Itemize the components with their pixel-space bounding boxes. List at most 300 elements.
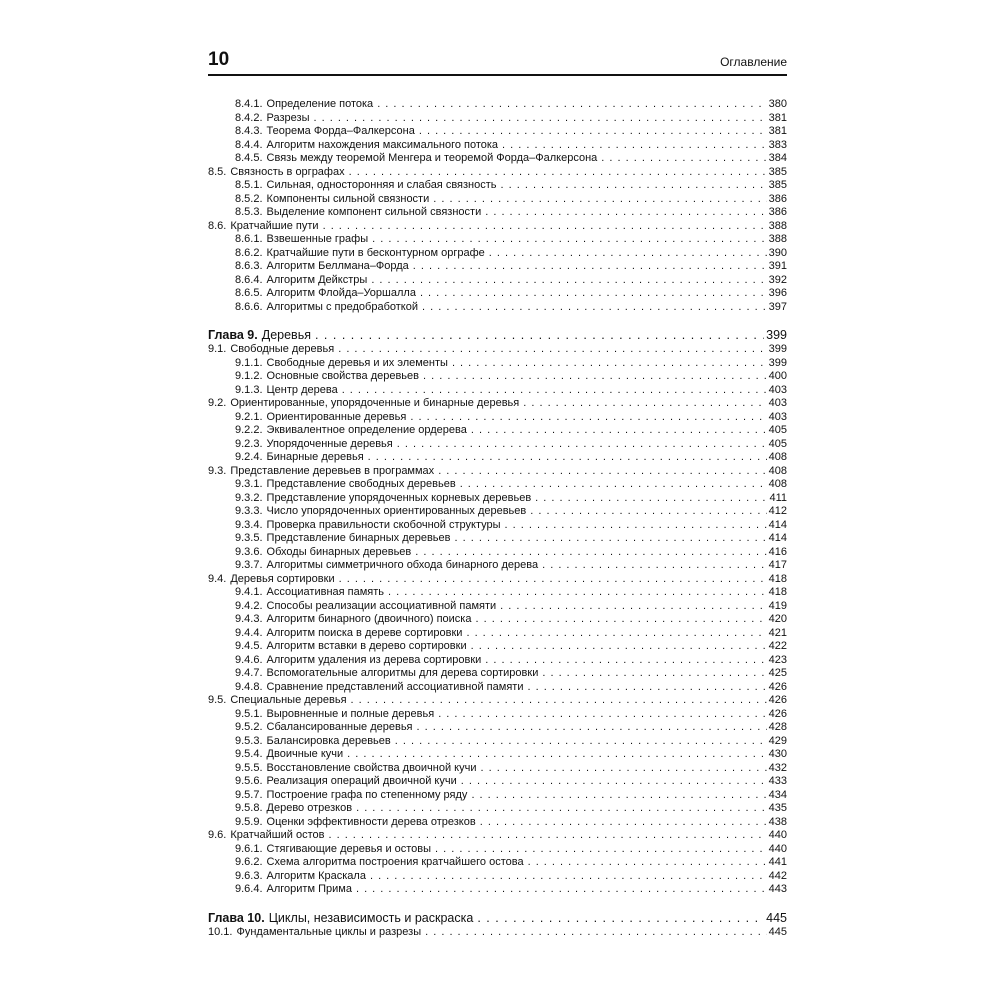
toc-leader-dots [368, 451, 767, 465]
toc-entry-title: Кратчайшие пути в бесконтурном орграфе [266, 246, 485, 259]
toc-entry-number: 9.6.2. [235, 856, 263, 868]
toc-chapter-heading[interactable] [208, 910, 787, 926]
toc-entry-page: 429 [768, 734, 787, 747]
toc-entry-title: Вспомогательные алгоритмы для дерева сортировки [266, 667, 539, 679]
toc-subsection-item[interactable] [208, 762, 787, 776]
toc-entry-number: 8.4.5. [235, 152, 263, 164]
toc-entry-page: 445 [768, 925, 787, 938]
toc-entry-title: Представление упорядоченных корневых деревьев [266, 491, 532, 504]
toc-section-item[interactable] [208, 166, 787, 180]
toc-entry-title: Ассоциативная память [266, 586, 385, 598]
toc-entry-number: 9.4.7. [235, 667, 263, 679]
toc-entry-number: 9.3. [208, 464, 227, 477]
toc-entry-title: Кратчайшие пути [230, 219, 319, 232]
toc-entry-number: 8.5.3. [235, 206, 263, 218]
toc-entry-number: 9.5.2. [235, 721, 263, 733]
toc-entry-number: 9.2.1. [235, 410, 263, 423]
toc-subsection-item[interactable] [208, 438, 787, 452]
toc-entry-page: 381 [768, 111, 787, 124]
toc-entry-title: Алгоритм Краскала [266, 869, 366, 882]
toc-leader-dots [315, 327, 764, 343]
toc-entry-page: 403 [768, 397, 787, 409]
toc-subsection-item[interactable] [208, 843, 787, 857]
toc-entry-page: 380 [768, 98, 787, 110]
toc-leader-dots [372, 233, 767, 247]
toc-leader-dots [523, 397, 766, 411]
toc-entry-page: 412 [768, 505, 787, 517]
toc-entry-title: Деревья [261, 328, 311, 342]
toc-entry-title: Алгоритм Дейкстры [266, 273, 368, 286]
toc-entry-title: Сбалансированные деревья [266, 721, 413, 733]
toc-entry-number: 9.2.3. [235, 437, 263, 450]
toc-subsection-item[interactable] [208, 654, 787, 668]
toc-subsection-item[interactable] [208, 179, 787, 193]
toc-entry-title: Сильная, односторонняя и слабая связность [266, 179, 497, 191]
toc-subsection-item[interactable] [208, 98, 787, 112]
toc-leader-dots [477, 910, 764, 926]
toc-entry-number: 9.3.4. [235, 518, 263, 531]
toc-subsection-item[interactable] [208, 883, 787, 897]
toc-entry-title: Алгоритмы симметричного обхода бинарного дерева [266, 559, 539, 571]
toc-entry-page: 421 [768, 626, 787, 639]
toc-entry-number: 9.6.4. [235, 883, 263, 895]
toc-entry-number: 9.3.2. [235, 491, 263, 504]
toc-entry-page: 414 [768, 532, 787, 544]
toc-leader-dots [471, 640, 767, 654]
toc-subsection-item[interactable] [208, 384, 787, 398]
toc-subsection-item[interactable] [208, 559, 787, 573]
toc-entry-page: 428 [768, 721, 787, 733]
toc-entry-title: Проверка правильности скобочной структуры [266, 518, 501, 531]
toc-subsection-item[interactable] [208, 627, 787, 641]
toc-subsection-item[interactable] [208, 505, 787, 519]
toc-entry-title: Алгоритмы с предобработкой [266, 300, 418, 313]
toc-entry-page: 414 [768, 518, 787, 531]
toc-entry-number: 9.4.8. [235, 680, 263, 693]
toc-entry-number: 9.4.4. [235, 626, 263, 639]
toc-subsection-item[interactable] [208, 870, 787, 884]
toc-entry-number: 9.5.3. [235, 734, 263, 747]
toc-entry-page: 416 [768, 545, 787, 558]
toc-entry-title: Теорема Форда–Фалкерсона [266, 125, 415, 137]
toc-entry-title: Бинарные деревья [266, 451, 364, 463]
toc-leader-dots [471, 789, 766, 803]
toc-leader-dots [338, 343, 766, 357]
toc-entry-page: 433 [768, 775, 787, 787]
toc-entry-title: Представление бинарных деревьев [266, 532, 451, 544]
toc-leader-dots [528, 856, 767, 870]
toc-entry-number: 9.5.8. [235, 802, 263, 814]
toc-entry-number: 9.4.1. [235, 586, 263, 598]
toc-entry-title: Выделение компонент сильной связности [266, 206, 482, 218]
toc-leader-dots [397, 438, 767, 452]
page-header [208, 48, 787, 76]
toc-entry-title: Способы реализации ассоциативной памяти [266, 599, 497, 612]
toc-subsection-item[interactable] [208, 586, 787, 600]
toc-entry-number: 8.4.1. [235, 98, 263, 110]
table-of-contents [208, 98, 787, 939]
toc-leader-dots [420, 287, 767, 301]
toc-leader-dots [388, 586, 767, 600]
toc-entry-title: Двоичные кучи [266, 748, 344, 760]
toc-entry-page: 426 [768, 680, 787, 693]
toc-entry-page: 399 [768, 343, 787, 355]
toc-entry-title: Восстановление свойства двоичной кучи [266, 761, 477, 774]
toc-subsection-item[interactable] [208, 301, 787, 315]
toc-entry-page: 434 [768, 788, 787, 801]
toc-leader-dots [466, 627, 766, 641]
toc-leader-dots [435, 843, 767, 857]
toc-leader-dots [480, 816, 767, 830]
toc-entry-page: 408 [768, 451, 787, 463]
toc-section-item[interactable] [208, 220, 787, 234]
toc-leader-dots [323, 220, 767, 234]
toc-entry-title: Выровненные и полные деревья [266, 707, 435, 720]
toc-entry-title: Алгоритм бинарного (двоичного) поиска [266, 613, 472, 625]
toc-leader-dots [356, 883, 767, 897]
toc-entry-title: Алгоритм Беллмана–Форда [266, 260, 409, 272]
toc-leader-dots [339, 573, 767, 587]
toc-subsection-item[interactable] [208, 721, 787, 735]
toc-entry-title: Схема алгоритма построения кратчайшего остова [266, 856, 524, 868]
toc-leader-dots [425, 926, 767, 940]
toc-subsection-item[interactable] [208, 193, 787, 207]
toc-entry-number: 9.3.7. [235, 559, 263, 571]
toc-subsection-item[interactable] [208, 600, 787, 614]
toc-entry-number: 8.6.5. [235, 287, 263, 299]
toc-subsection-item[interactable] [208, 546, 787, 560]
toc-subsection-item[interactable] [208, 287, 787, 301]
toc-leader-dots [480, 762, 766, 776]
toc-entry-title: Деревья сортировки [230, 572, 335, 585]
toc-entry-number: 8.6.4. [235, 273, 263, 286]
toc-entry-page: 397 [768, 300, 787, 313]
toc-entry-title: Ориентированные, упорядоченные и бинарные деревья [230, 397, 520, 409]
toc-leader-dots [370, 870, 767, 884]
toc-leader-dots [328, 829, 766, 843]
toc-subsection-item[interactable] [208, 681, 787, 695]
toc-entry-page: 443 [768, 883, 787, 895]
chapter-spacer [208, 897, 787, 910]
toc-entry-page: 396 [768, 287, 787, 299]
toc-entry-title: Свободные деревья [230, 343, 335, 355]
toc-entry-number: 9.3.1. [235, 478, 263, 490]
toc-leader-dots [371, 274, 766, 288]
toc-leader-dots [461, 775, 767, 789]
toc-leader-dots [419, 125, 767, 139]
toc-subsection-item[interactable] [208, 370, 787, 384]
toc-entry-title: Кратчайший остов [230, 829, 325, 841]
toc-entry-number: 9.4. [208, 572, 227, 585]
toc-entry-title: Алгоритм Флойда–Уоршалла [266, 287, 416, 299]
toc-leader-dots [415, 546, 766, 560]
toc-leader-dots [313, 112, 766, 126]
toc-entry-page: 385 [768, 179, 787, 191]
toc-entry-title: Представление деревьев в программах [230, 464, 435, 477]
toc-subsection-item[interactable] [208, 775, 787, 789]
toc-subsection-item[interactable] [208, 532, 787, 546]
toc-entry-number: 9.3.3. [235, 505, 263, 517]
toc-entry-title: Оценки эффективности дерева отрезков [266, 815, 476, 828]
toc-subsection-item[interactable] [208, 233, 787, 247]
toc-entry-number: 9.5.7. [235, 788, 263, 801]
toc-entry-number: 8.6. [208, 219, 227, 232]
toc-entry-page: 442 [768, 869, 787, 882]
toc-entry-title: Представление свободных деревьев [266, 478, 456, 490]
toc-entry-page: 445 [766, 910, 787, 925]
toc-entry-page: 423 [768, 653, 787, 666]
toc-entry-page: 408 [768, 464, 787, 477]
toc-entry-page: 383 [768, 138, 787, 151]
toc-entry-number: 8.6.2. [235, 246, 263, 259]
toc-leader-dots [500, 600, 766, 614]
toc-section-item[interactable] [208, 573, 787, 587]
toc-entry-page: 430 [768, 748, 787, 760]
toc-entry-page: 381 [768, 125, 787, 137]
toc-entry-number: 9.4.2. [235, 599, 263, 612]
toc-leader-dots [452, 357, 767, 371]
toc-subsection-item[interactable] [208, 247, 787, 261]
toc-leader-dots [438, 465, 766, 479]
toc-entry-number: Глава 10. [208, 910, 265, 925]
toc-entry-number: 8.6.1. [235, 233, 263, 245]
toc-entry-page: 390 [768, 246, 787, 259]
toc-entry-title: Центр дерева [266, 383, 338, 396]
toc-subsection-item[interactable] [208, 206, 787, 220]
toc-leader-dots [460, 478, 767, 492]
toc-subsection-item[interactable] [208, 640, 787, 654]
toc-entry-title: Упорядоченные деревья [266, 437, 393, 450]
toc-subsection-item[interactable] [208, 424, 787, 438]
toc-leader-dots [505, 519, 767, 533]
toc-subsection-item[interactable] [208, 357, 787, 371]
toc-subsection-item[interactable] [208, 802, 787, 816]
toc-entry-page: 405 [768, 437, 787, 450]
toc-entry-page: 418 [768, 586, 787, 598]
toc-entry-number: 9.2.4. [235, 451, 263, 463]
toc-leader-dots [471, 424, 767, 438]
toc-entry-page: 426 [768, 694, 787, 706]
toc-entry-page: 420 [768, 613, 787, 625]
toc-leader-dots [501, 179, 767, 193]
toc-subsection-item[interactable] [208, 613, 787, 627]
toc-subsection-item[interactable] [208, 519, 787, 533]
toc-entry-page: 392 [768, 273, 787, 286]
toc-entry-number: 9.6. [208, 829, 227, 841]
toc-entry-title: Алгоритм удаления из дерева сортировки [266, 653, 482, 666]
toc-section-item[interactable] [208, 343, 787, 357]
toc-subsection-item[interactable] [208, 735, 787, 749]
toc-entry-number: 9.1.2. [235, 370, 263, 382]
toc-entry-title: Реализация операций двоичной кучи [266, 775, 457, 787]
toc-section-item[interactable] [208, 694, 787, 708]
toc-subsection-item[interactable] [208, 411, 787, 425]
toc-entry-number: 8.6.6. [235, 300, 263, 313]
toc-entry-title: Основные свойства деревьев [266, 370, 420, 382]
toc-leader-dots [422, 301, 767, 315]
toc-entry-number: 9.2.2. [235, 424, 263, 436]
toc-entry-number: 9.6.3. [235, 869, 263, 882]
toc-leader-dots [542, 667, 766, 681]
toc-leader-dots [413, 260, 767, 274]
toc-entry-page: 386 [768, 206, 787, 218]
toc-entry-title: Специальные деревья [230, 694, 347, 706]
toc-leader-dots [502, 139, 767, 153]
toc-entry-number: 9.5. [208, 694, 227, 706]
toc-entry-number: 9.5.4. [235, 748, 263, 760]
toc-entry-title: Стягивающие деревья и остовы [266, 842, 432, 855]
toc-subsection-item[interactable] [208, 125, 787, 139]
toc-section-item[interactable] [208, 465, 787, 479]
toc-entry-number: 9.3.6. [235, 545, 263, 558]
toc-subsection-item[interactable] [208, 139, 787, 153]
toc-entry-title: Алгоритм Прима [266, 883, 352, 895]
toc-entry-number: 9.5.5. [235, 761, 263, 774]
toc-subsection-item[interactable] [208, 748, 787, 762]
toc-entry-page: 419 [768, 599, 787, 612]
toc-leader-dots [542, 559, 767, 573]
toc-entry-title: Обходы бинарных деревьев [266, 545, 412, 558]
toc-entry-number: 9.1. [208, 343, 227, 355]
toc-entry-title: Алгоритм вставки в дерево сортировки [266, 640, 467, 652]
toc-leader-dots [433, 193, 766, 207]
toc-entry-page: 403 [768, 383, 787, 396]
toc-subsection-item[interactable] [208, 451, 787, 465]
toc-leader-dots [342, 384, 767, 398]
toc-subsection-item[interactable] [208, 492, 787, 506]
toc-entry-title: Фундаментальные циклы и разрезы [236, 925, 422, 938]
toc-entry-number: 10.1. [208, 925, 233, 938]
toc-entry-page: 405 [768, 424, 787, 436]
chapter-spacer [208, 314, 787, 327]
toc-entry-title: Число упорядоченных ориентированных деревьев [266, 505, 527, 517]
toc-entry-number: 9.4.3. [235, 613, 263, 625]
toc-entry-page: 422 [768, 640, 787, 652]
toc-entry-page: 441 [768, 856, 787, 868]
toc-section-item[interactable] [208, 926, 787, 940]
toc-entry-number: 9.6.1. [235, 842, 263, 855]
toc-entry-page: 391 [768, 260, 787, 272]
toc-section-item[interactable] [208, 397, 787, 411]
toc-subsection-item[interactable] [208, 274, 787, 288]
toc-leader-dots [377, 98, 766, 112]
toc-subsection-item[interactable] [208, 152, 787, 166]
toc-entry-number: 9.1.1. [235, 356, 263, 369]
toc-entry-title: Разрезы [266, 111, 310, 124]
toc-entry-page: 438 [768, 815, 787, 828]
toc-entry-page: 399 [766, 328, 787, 342]
toc-entry-title: Построение графа по степенному ряду [266, 788, 468, 801]
toc-leader-dots [349, 166, 767, 180]
toc-entry-page: 418 [768, 572, 787, 585]
toc-entry-page: 440 [768, 842, 787, 855]
toc-section-item[interactable] [208, 829, 787, 843]
toc-entry-title: Эквивалентное определение ордерева [266, 424, 467, 436]
toc-subsection-item[interactable] [208, 112, 787, 126]
toc-subsection-item[interactable] [208, 260, 787, 274]
toc-entry-number: 8.4.2. [235, 111, 263, 124]
toc-entry-title: Алгоритм нахождения максимального потока [266, 138, 499, 151]
toc-entry-number: 8.4.4. [235, 138, 263, 151]
toc-entry-number: 9.1.3. [235, 383, 263, 396]
toc-entry-number: 9.4.6. [235, 653, 263, 666]
toc-leader-dots [475, 613, 766, 627]
toc-leader-dots [395, 735, 767, 749]
toc-subsection-item[interactable] [208, 708, 787, 722]
toc-leader-dots [356, 802, 767, 816]
toc-subsection-item[interactable] [208, 789, 787, 803]
toc-leader-dots [489, 247, 767, 261]
toc-entry-page: 408 [768, 478, 787, 490]
toc-leader-dots [347, 748, 766, 762]
toc-entry-page: 400 [768, 370, 787, 382]
toc-entry-page: 435 [768, 802, 787, 814]
toc-entry-page: 425 [768, 667, 787, 679]
toc-entry-title: Алгоритм поиска в дереве сортировки [266, 626, 463, 639]
toc-entry-number: 8.4.3. [235, 125, 263, 137]
toc-entry-number: 9.5.6. [235, 775, 263, 787]
toc-leader-dots [485, 654, 766, 668]
toc-entry-page: 403 [768, 410, 787, 423]
toc-chapter-heading[interactable] [208, 327, 787, 343]
toc-leader-dots [410, 411, 766, 425]
toc-entry-page: 399 [768, 356, 787, 369]
toc-entry-page: 432 [768, 761, 787, 774]
toc-leader-dots [423, 370, 767, 384]
toc-entry-title: Балансировка деревьев [266, 734, 391, 747]
toc-subsection-item[interactable] [208, 816, 787, 830]
toc-entry-page: 440 [768, 829, 787, 841]
toc-entry-number: 8.6.3. [235, 260, 263, 272]
toc-entry-title: Свободные деревья и их элементы [266, 356, 448, 369]
toc-entry-page: 388 [768, 219, 787, 232]
toc-entry-title: Взвешенные графы [266, 233, 369, 245]
toc-entry-page: 411 [769, 491, 787, 504]
toc-entry-title: Дерево отрезков [266, 802, 353, 814]
toc-entry-number: 8.5. [208, 165, 227, 178]
toc-leader-dots [438, 708, 766, 722]
toc-entry-title: Сравнение представлений ассоциативной памяти [266, 680, 524, 693]
toc-entry-page: 388 [768, 233, 787, 245]
toc-entry-title: Компоненты сильной связности [266, 192, 430, 205]
toc-entry-page: 384 [768, 152, 787, 164]
toc-entry-number: Глава 9. [208, 328, 258, 342]
running-title: Оглавление [720, 55, 787, 69]
toc-entry-number: 8.5.2. [235, 192, 263, 205]
toc-entry-number: 9.5.1. [235, 707, 263, 720]
toc-entry-title: Связь между теоремой Менгера и теоремой Форда–Фалкерсона [266, 152, 598, 164]
toc-entry-title: Циклы, независимость и раскраска [268, 910, 474, 925]
toc-entry-title: Определение потока [266, 98, 374, 110]
toc-entry-page: 386 [768, 192, 787, 205]
toc-entry-title: Ориентированные деревья [266, 410, 407, 423]
toc-subsection-item[interactable] [208, 478, 787, 492]
toc-leader-dots [527, 681, 766, 695]
toc-leader-dots [455, 532, 767, 546]
toc-entry-page: 385 [768, 165, 787, 178]
page-number: 10 [208, 49, 230, 70]
toc-leader-dots [601, 152, 766, 166]
toc-entry-number: 9.4.5. [235, 640, 263, 652]
toc-subsection-item[interactable] [208, 856, 787, 870]
toc-leader-dots [485, 206, 766, 220]
toc-entry-number: 9.5.9. [235, 815, 263, 828]
toc-leader-dots [535, 492, 767, 506]
toc-entry-number: 9.2. [208, 397, 227, 409]
toc-entry-page: 426 [768, 707, 787, 720]
toc-entry-page: 417 [768, 559, 787, 571]
toc-subsection-item[interactable] [208, 667, 787, 681]
